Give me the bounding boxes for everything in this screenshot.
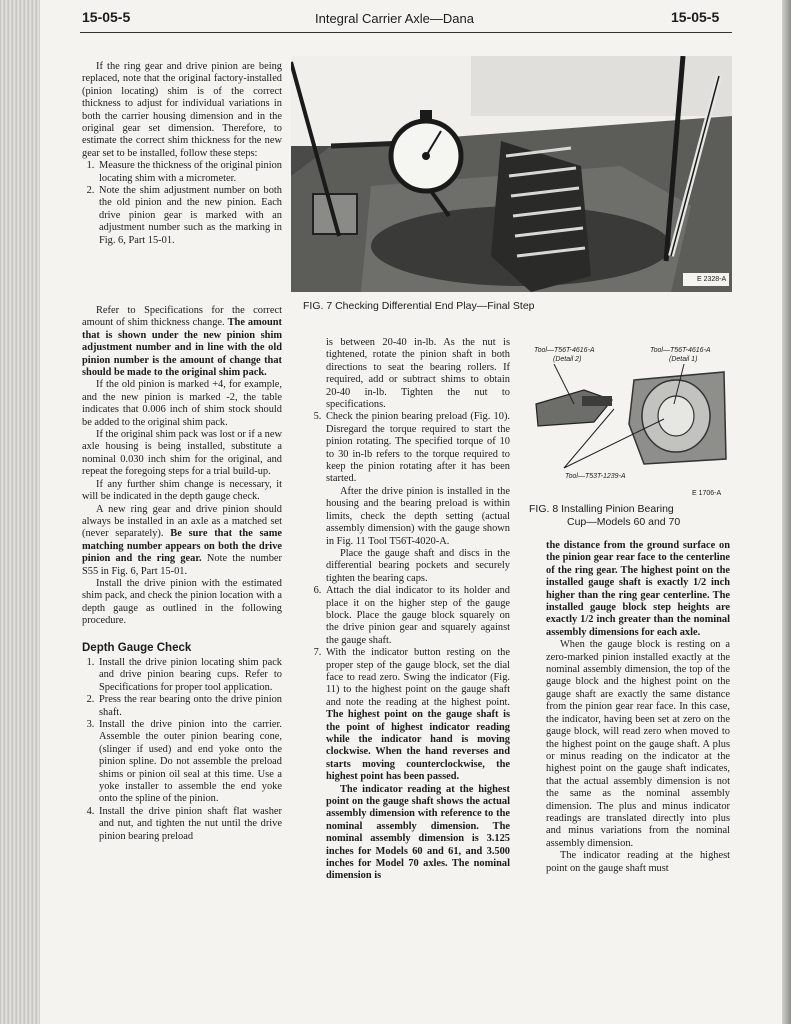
depth-step-2: 2. Press the rear bearing onto the drive pinion shaft. — [97, 694, 282, 719]
depth-step-1: 1. Install the drive pinion locating shim pack and drive pinion bearing cups. Refer to Specifications for proper tool application. — [97, 657, 282, 694]
fig8-tool-a: Tool—T56T-4616-A — [534, 347, 595, 354]
indicator-must-paragraph: The indicator reading at the highest point on the gauge shaft must — [546, 850, 730, 874]
column-1 — [82, 305, 282, 843]
number-note-text: Note the number S55 in Fig. 6, Part 15-01. — [82, 553, 282, 577]
refer-bold-text: The amount that is shown under the new pinion shim adjustment number and in line with the old pinion number is the amount of change that should be made to the original shim pack. — [82, 317, 282, 379]
lost-shim-paragraph: If the original shim pack was lost or if a new axle housing is being installed, substitute a nominal 0.030 inch shim for the original, and repeat the foregoing steps for a trial build-up. — [82, 429, 282, 478]
page-number-right: 15-05-5 — [671, 9, 720, 25]
depth-step-4: 4. Install the drive pinion shaft flat washer and nut, and tighten the nut until the drive pinion bearing preload — [97, 806, 282, 843]
gauge-shaft-paragraph: Place the gauge shaft and discs in the differential bearing pockets and securely tighten the bearing caps. — [326, 547, 510, 584]
shim-step-2: 2. Note the shim adjustment number on both the old pinion and the new pinion. Each drive pinion gear is marked with an adjustment number such as the marking in Fig. 6, Part 15-01. — [97, 185, 282, 247]
fig8-caption-line1: FIG. 8 Installing Pinion Bearing — [529, 503, 674, 515]
column-3 — [546, 540, 730, 875]
page-shadow-edge — [782, 0, 791, 1024]
depth-step-5: 5. Check the pinion bearing preload (Fig. 10). Disregard the torque required to start the pinion rotating. The specified torque of 10 to 30 in-lb refers to the torque required to keep the pinion rotating after it has been started. — [324, 411, 510, 485]
install-pinion-paragraph: Install the drive pinion with the estimated shim pack, and check the pinion location with a depth gauge as outlined in the following procedure. — [82, 577, 282, 627]
fig8-tool-c: Tool—T53T-1239-A — [565, 473, 626, 480]
old-pinion-paragraph: If the old pinion is marked +4, for example, and the new pinion is marked -2, the table indicates that 0.006 inch of shim stock should be added to the original shim pack. — [82, 379, 282, 428]
fig8-caption-line2: Cup—Models 60 and 70 — [567, 516, 681, 528]
fig7-photo — [291, 56, 732, 292]
page-number-left: 15-05-5 — [82, 9, 131, 25]
fig8-tool-b: Tool—T56T-4616-A — [650, 347, 711, 354]
book-binding-edge — [0, 0, 40, 1024]
highest-point-text: The highest point on the gauge shaft is the point of highest indicator reading while the indicator hand is moving clockwise. When the hand reverses and starts moving counterclockwise, the highest point has been passed. — [326, 709, 510, 783]
nominal-dimension-text: the distance from the ground surface on the pinion gear rear face to the centerline of the ring gear. The highest point on the installed gauge shaft is exactly 1/2 inch higher than the ring gear centerline. The installed gauge block step heights are exactly 1/2 inch greater than the nominal assembly dimensions for each axle. — [546, 540, 730, 638]
page-title: Integral Carrier Axle—Dana — [315, 11, 474, 26]
fig7-code: E 2328-A — [697, 276, 727, 283]
intro-paragraph: If the ring gear and drive pinion are being replaced, note that the original factory-installed (pinion locating) shim is of the correct thickness to adjust for individual variations in both the carrier housing dimension and in the original gear set dimension. Therefore, to estimate the correct shim thickness for the new gear set to be installed, follow these steps: — [82, 61, 282, 159]
column-2 — [309, 337, 510, 883]
depth-step-3: 3. Install the drive pinion into the carrier. Assemble the outer pinion bearing cone, (slinger if used) and end yoke onto the pinion spline. Do not assemble the preload shims or pinion oil seal at this time. Use a yoke installer to assemble the end yoke onto the spline of the pinion. — [97, 719, 282, 806]
preload-continued: is between 20-40 in-lb. As the nut is tightened, rotate the pinion shaft in both directions to seat the bearing rollers. If required, add or subtract shims to obtain 20-40 in-lb. Tighten the nut to specifications. — [326, 337, 510, 411]
depth-setting-paragraph: After the drive pinion is installed in the housing and the bearing preload is within limits, check the depth setting (actual assembly dimension) with the gauge shown in Fig. 11 Tool T56T-4020-A. — [326, 485, 510, 547]
matched-set-text: A new ring gear and drive pinion should always be installed in an axle as a matched set (never separately). — [82, 503, 282, 540]
shim-step-1: 1. Measure the thickness of the original pinion locating shim with a micrometer. — [97, 160, 282, 185]
fig8-code: E 1706-A — [692, 490, 722, 497]
depth-step-6: 6. Attach the dial indicator to its holder and place it on the higher step of the gauge block. Place the gauge block squarely on the drive pinion gear and squarely against the gauge shaft. — [324, 585, 510, 647]
indicator-reading-text: The indicator reading at the highest point on the gauge shaft shows the actual assembly dimension with reference to the nominal assembly dimension. The nominal assembly dimension is 3.125 inches for Models 60 and 61, and 3.500 inches for Model 70 axles. The nominal dimension is — [326, 783, 510, 882]
matching-number-text: Be sure that the same matching number appears on both the drive pinion and the ring gear. — [82, 528, 282, 565]
fig8-illustration — [534, 364, 730, 472]
depth-gauge-heading: Depth Gauge Check — [82, 641, 192, 654]
column-1-top — [82, 61, 282, 247]
zero-pinion-paragraph: When the gauge block is resting on a zero-marked pinion installed exactly at the nominal assembly dimension, the top of the gauge block and the highest point on the gauge shaft are exactly the same distance from the pinion gear rear face. In this case, the indicator, having been set at zero on the gauge block, will read zero when moved to the highest point on the gauge shaft. A plus or minus reading on the indicator at the highest point on the gauge shaft indicates, that the actual assembly dimension is not the same as the nominal assembly dimension. The plus and minus indicator readings are translated directly into plus and minus variations from the nominal assembly dimension. — [546, 639, 730, 849]
header-rule — [80, 32, 732, 33]
fig7-caption: FIG. 7 Checking Differential End Play—Final Step — [303, 300, 535, 312]
fig8-tool-a-detail: (Detail 2) — [553, 356, 582, 363]
fig8-tool-b-detail: (Detail 1) — [669, 356, 698, 363]
refer-text: Refer to Specifications for the correct amount of shim thickness change. — [82, 305, 282, 329]
further-change-paragraph: If any further shim change is necessary, it will be indicated in the depth gauge check. — [82, 478, 282, 503]
depth-step-7: With the indicator button resting on the proper step of the gauge block, set the dial face to read zero. Swing the indicator (Fig. 11) to the highest point on the gauge shaft and note the reading at the highest point. — [326, 647, 510, 708]
